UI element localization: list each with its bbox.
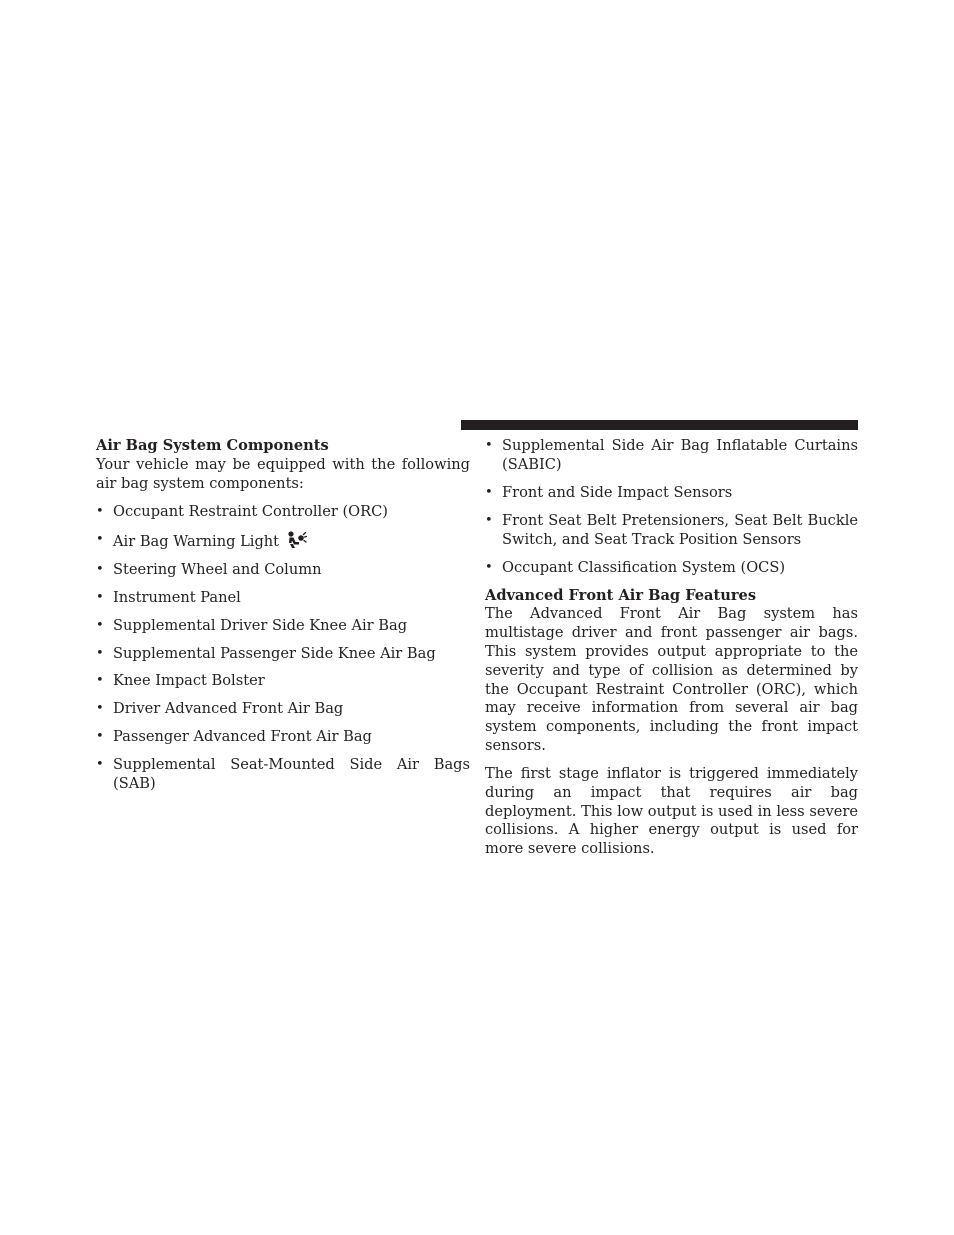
left-column (96, 437, 470, 794)
components-intro: Your vehicle may be equipped with the following air bag system components: (96, 455, 470, 492)
air-bag-components-heading: Air Bag System Components (96, 437, 329, 454)
list-item: • Supplemental Side Air Bag Inflatable Curtains (SABIC) (485, 437, 858, 475)
list-item: • Knee Impact Bolster (96, 672, 470, 691)
list-item: • Front Seat Belt Pretensioners, Seat Belt Buckle Switch, and Seat Track Position Sensors (485, 512, 858, 550)
list-item: • Front and Side Impact Sensors (485, 484, 858, 503)
section-header-rule (461, 420, 858, 430)
advanced-front-air-bag-heading: Advanced Front Air Bag Features (485, 586, 757, 604)
airbag-warning-icon (287, 531, 307, 549)
list-item: • Supplemental Seat-Mounted Side Air Bags (SAB) (96, 756, 470, 794)
list-item: • Occupant Classification System (OCS) (485, 559, 858, 578)
right-column (485, 437, 858, 859)
body-paragraph: The first stage inflator is triggered immediately during an impact that requires air bag deployment. This low output is used in less severe collisions. A higher energy output is used for more severe collisions. (485, 765, 858, 858)
list-item: • Driver Advanced Front Air Bag (96, 700, 470, 719)
list-item: • Supplemental Passenger Side Knee Air Bag (96, 645, 470, 664)
list-item: • Air Bag Warning Light (96, 531, 470, 552)
list-item: • Supplemental Driver Side Knee Air Bag (96, 617, 470, 636)
body-paragraph: The Advanced Front Air Bag system has multistage driver and front passenger air bags. This system provides output appropriate to the severity and type of collision as determined by the Occupant Restraint Controller (ORC), which may receive information from several air bag system components, including the front impact sensors. (485, 605, 858, 754)
list-item: • Occupant Restraint Controller (ORC) (96, 503, 470, 522)
components-list-continued (485, 437, 858, 577)
components-list (96, 503, 470, 794)
list-item: • Instrument Panel (96, 589, 470, 608)
list-item: • Passenger Advanced Front Air Bag (96, 728, 470, 747)
list-item: • Steering Wheel and Column (96, 561, 470, 580)
